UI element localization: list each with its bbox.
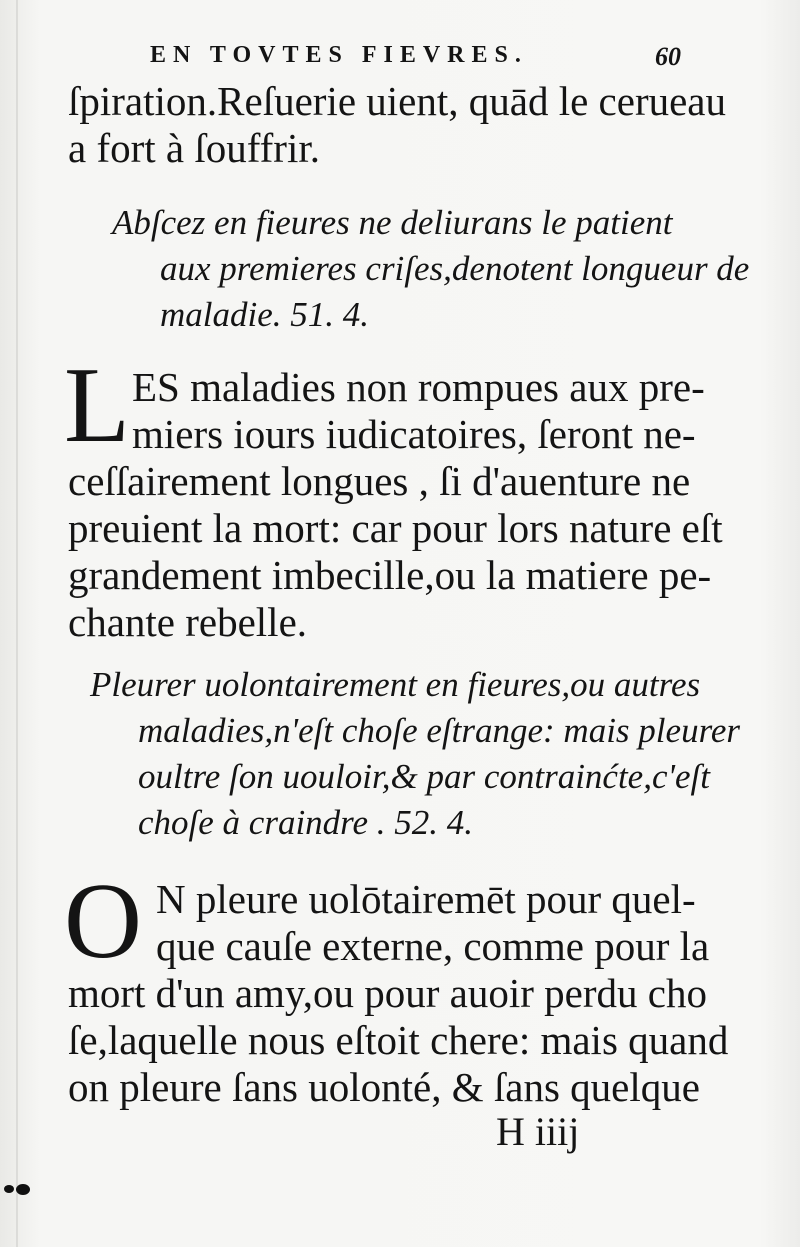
drop-cap-o: O bbox=[64, 862, 142, 981]
gutter-shadow bbox=[16, 0, 18, 1247]
continuation-paragraph bbox=[68, 78, 733, 172]
aphorism-line: maladies,n'eſt choſe eſtrange: mais pleurer bbox=[138, 711, 741, 750]
aphorism-51 bbox=[112, 200, 750, 338]
ink-smudge bbox=[4, 1185, 14, 1193]
text-line: a fort à ſouffrir. bbox=[68, 125, 320, 171]
drop-cap-l: L bbox=[64, 346, 130, 465]
aphorism-line: Pleurer uolontairement en fieures,ou autres bbox=[90, 665, 701, 704]
aphorism-line: Abſcez en fieures ne deliurans le patient bbox=[112, 203, 673, 242]
text-line: ceſſairement longues , ſi d'auenture ne bbox=[68, 458, 691, 504]
text-line: ES maladies non rompues aux pre- bbox=[132, 364, 705, 410]
text-line: preuient la mort: car pour lors nature eſt bbox=[68, 505, 723, 551]
aphorism-line: aux premieres criſes,denotent longueur de bbox=[160, 249, 750, 288]
aphorism-line: maladie. 51. 4. bbox=[160, 295, 370, 334]
text-line: chante rebelle. bbox=[68, 599, 308, 645]
text-line: N pleure uolōtairemēt pour quel- bbox=[156, 876, 696, 922]
aphorism-line: choſe à craindre . 52. 4. bbox=[138, 803, 474, 842]
commentary-51 bbox=[68, 364, 733, 646]
ink-smudge bbox=[16, 1184, 30, 1195]
text-line: grandement imbecille,ou la matiere pe- bbox=[68, 552, 712, 598]
page-number: 60 bbox=[655, 42, 681, 71]
text-line: miers iours iudicatoires, ſeront ne- bbox=[132, 411, 696, 457]
text-line: mort d'un amy,ou pour auoir perdu cho bbox=[68, 970, 707, 1016]
text-line: on pleure ſans uolonté, & ſans quelque bbox=[68, 1064, 700, 1110]
text-line: que cauſe externe, comme pour la bbox=[156, 923, 710, 969]
signature-mark: H iiij bbox=[496, 1109, 580, 1154]
aphorism-line: oultre ſon uouloir,& par contrainćte,c'eſt bbox=[138, 757, 710, 796]
running-title: EN TOVTES FIEVRES. bbox=[150, 42, 528, 68]
text-line: ſe,laquelle nous eſtoit chere: mais quand bbox=[68, 1017, 729, 1063]
text-line: ſpiration.Reſuerie uient, quād le cerueau bbox=[68, 78, 727, 124]
commentary-52 bbox=[68, 876, 733, 1111]
aphorism-52 bbox=[90, 662, 740, 846]
